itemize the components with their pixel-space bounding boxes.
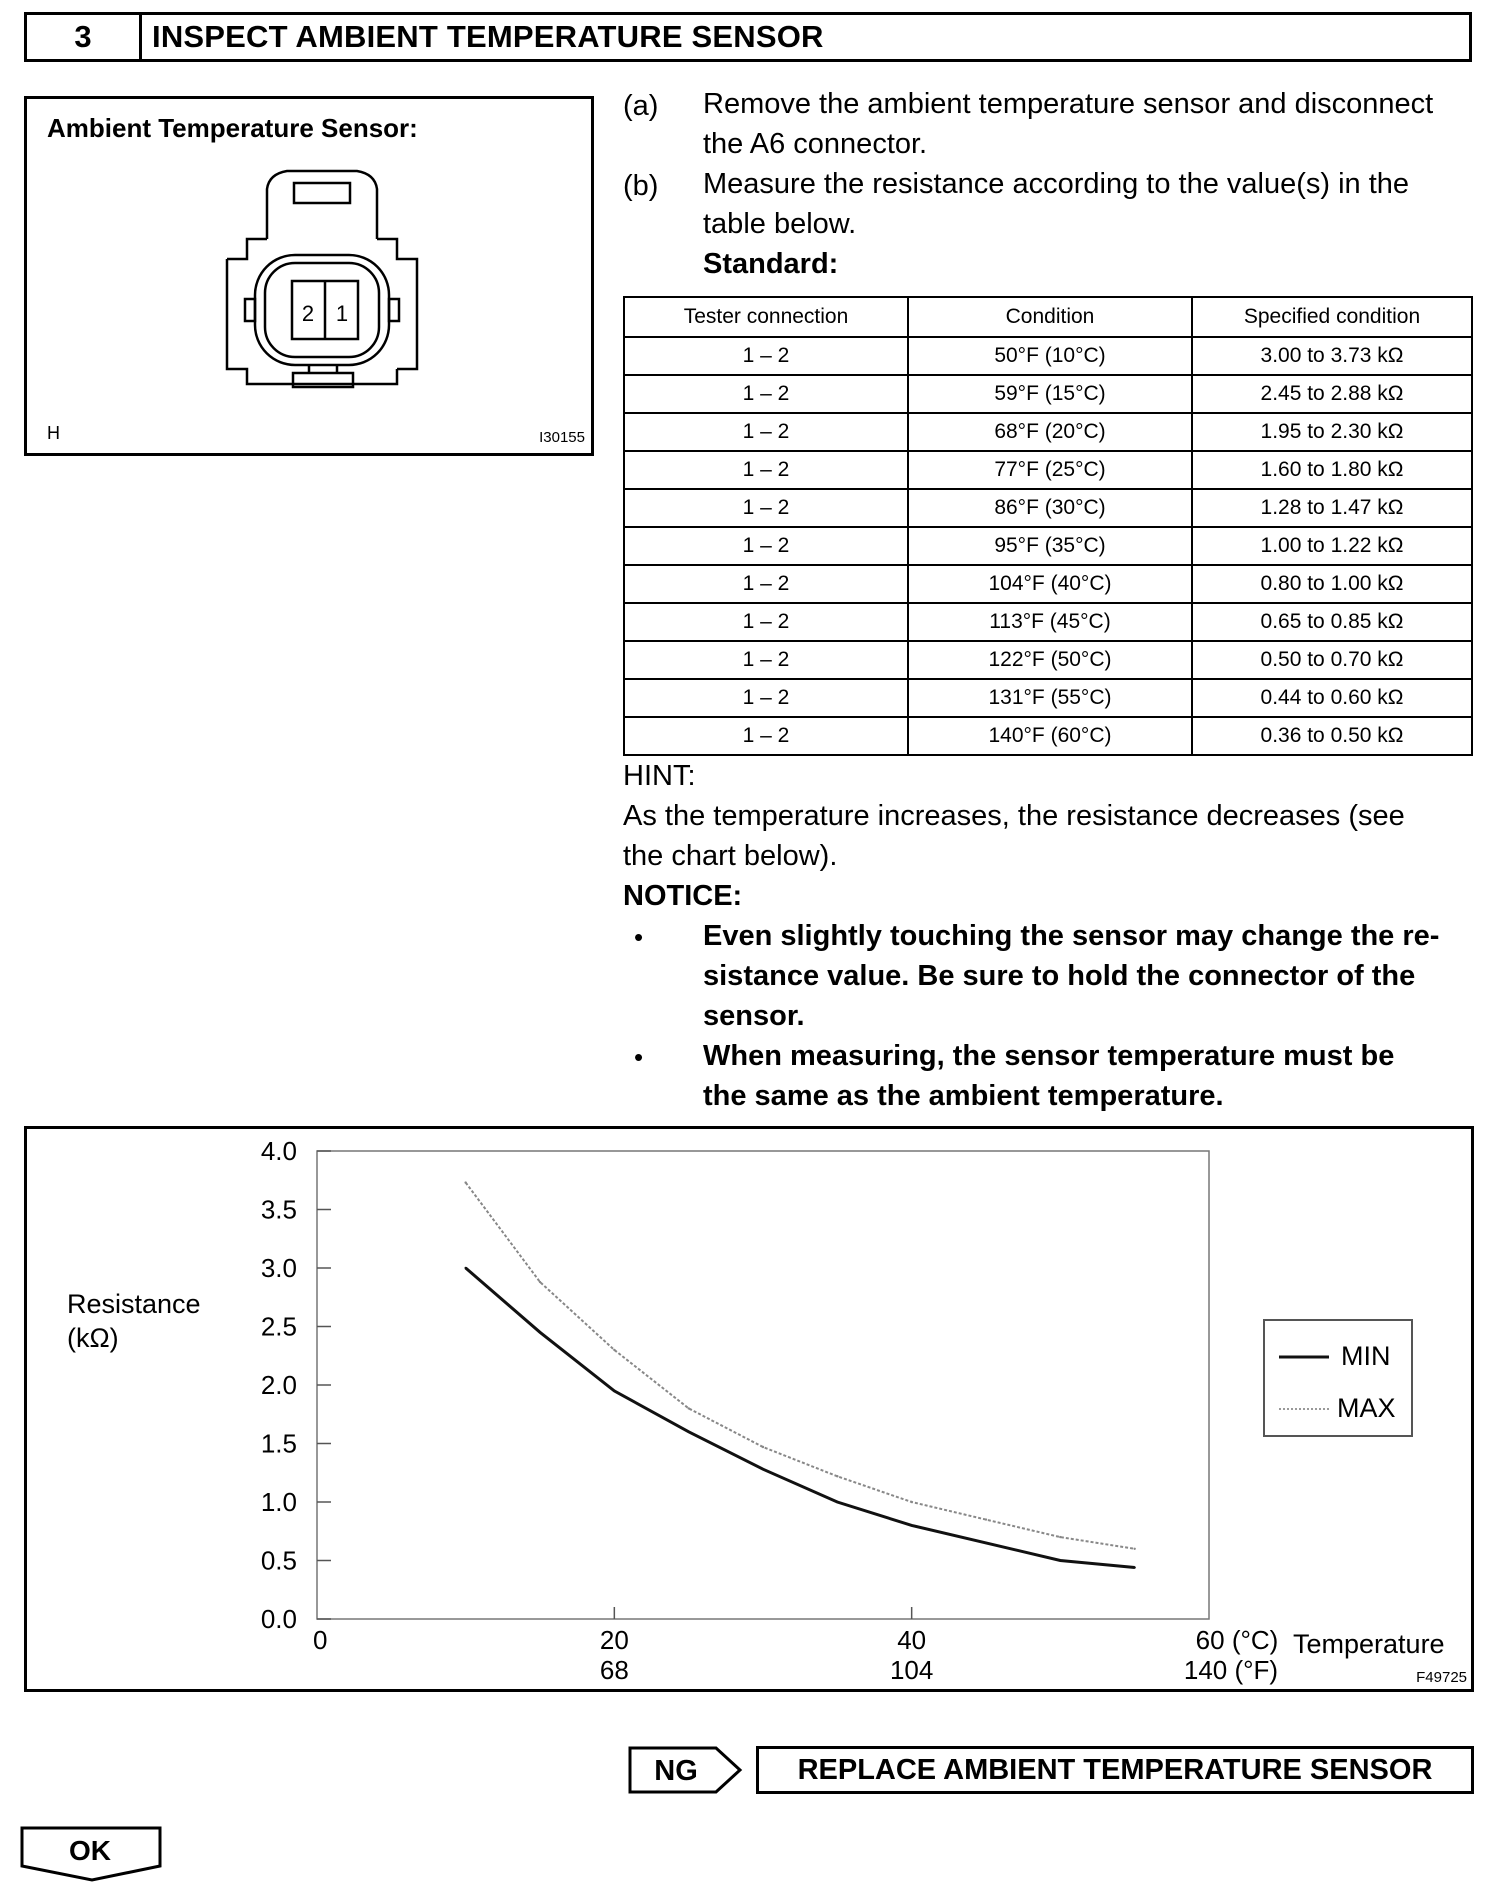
series-line-max: [466, 1183, 1135, 1549]
cell-spec: 3.00 to 3.73 kΩ: [1192, 337, 1472, 375]
legend-graphic: [1265, 1321, 1411, 1435]
notice-bullet-1-dot: •: [634, 922, 644, 952]
standard-label: Standard:: [703, 248, 839, 280]
chart-canvas: [27, 1129, 1471, 1689]
plot-frame: [317, 1151, 1209, 1619]
data-point-min: [910, 1524, 912, 1526]
cell-tester: 1 – 2: [624, 375, 908, 413]
data-point-max: [464, 1181, 466, 1183]
table-row: [624, 527, 1472, 565]
cell-condition: 77°F (25°C): [908, 451, 1192, 489]
legend-min-label: MIN: [1341, 1341, 1391, 1371]
table-row: [624, 375, 1472, 413]
data-point-min: [613, 1390, 615, 1392]
data-point-min: [539, 1331, 541, 1333]
y-tick-label: 3.0: [260, 1253, 297, 1283]
header-specified-condition: Specified condition: [1192, 297, 1472, 337]
cell-spec: 0.80 to 1.00 kΩ: [1192, 565, 1472, 603]
cell-tester: 1 – 2: [624, 679, 908, 717]
pin-1-label: 1: [335, 301, 349, 326]
y-axis-label-line1: Resistance: [67, 1289, 201, 1319]
y-tick-label: 1.0: [260, 1487, 297, 1517]
step-b-line2: table below.: [703, 208, 857, 240]
ng-indicator: [628, 1746, 746, 1794]
data-point-max: [1059, 1536, 1061, 1538]
table-row: [624, 489, 1472, 527]
cell-tester: 1 – 2: [624, 565, 908, 603]
cell-condition: 104°F (40°C): [908, 565, 1192, 603]
data-point-min: [464, 1267, 466, 1269]
figure-code: I30155: [539, 429, 585, 446]
table-row: [624, 717, 1472, 755]
ok-indicator: [20, 1826, 164, 1882]
x-tick-label-c: 20: [599, 1625, 629, 1655]
step-a-letter: (a): [623, 90, 659, 122]
cell-spec: 0.36 to 0.50 kΩ: [1192, 717, 1472, 755]
x-tick-label-c: 0: [313, 1625, 328, 1655]
cell-condition: 131°F (55°C): [908, 679, 1192, 717]
cell-condition: 59°F (15°C): [908, 375, 1192, 413]
data-point-min: [1133, 1566, 1135, 1568]
cell-tester: 1 – 2: [624, 413, 908, 451]
cell-tester: 1 – 2: [624, 451, 908, 489]
cell-tester: 1 – 2: [624, 337, 908, 375]
y-tick-label: 0.0: [260, 1604, 297, 1634]
step-header: [24, 12, 1472, 62]
step-b-letter: (b): [623, 170, 659, 202]
step-title: INSPECT AMBIENT TEMPERATURE SENSOR: [152, 19, 824, 54]
notice-bullet-2-line1: When measuring, the sensor temperature must be: [703, 1040, 1395, 1072]
x-tick-label-f: 104: [889, 1655, 934, 1685]
x-axis-label: Temperature: [1293, 1629, 1445, 1659]
ok-label: OK: [69, 1835, 111, 1866]
y-tick-label: 0.5: [260, 1545, 297, 1576]
header-condition: Condition: [908, 297, 1192, 337]
y-axis-label-line2: (kΩ): [67, 1323, 119, 1353]
ng-label: NG: [654, 1755, 698, 1787]
table-row: [624, 679, 1472, 717]
series-line-min: [466, 1268, 1135, 1568]
cell-tester: 1 – 2: [624, 603, 908, 641]
cell-condition: 50°F (10°C): [908, 337, 1192, 375]
data-point-min: [687, 1431, 689, 1433]
notice-bullet-1-line1: Even slightly touching the sensor may change the re-: [703, 920, 1440, 952]
x-tick-label-f: 140 (°F): [1183, 1655, 1279, 1685]
data-point-min: [836, 1501, 838, 1503]
y-tick-label: 4.0: [260, 1136, 297, 1166]
chart-legend: [1263, 1319, 1413, 1437]
cell-condition: 68°F (20°C): [908, 413, 1192, 451]
hint-line1: As the temperature increases, the resistance decreases (see: [623, 800, 1405, 832]
hint-label: HINT:: [623, 760, 696, 792]
data-point-max: [539, 1281, 541, 1283]
cell-tester: 1 – 2: [624, 489, 908, 527]
y-tick-label: 1.5: [260, 1428, 297, 1459]
table-row: [624, 565, 1472, 603]
data-point-min: [762, 1468, 764, 1470]
cell-tester: 1 – 2: [624, 641, 908, 679]
data-point-min: [985, 1542, 987, 1544]
cell-spec: 1.60 to 1.80 kΩ: [1192, 451, 1472, 489]
y-tick-label: 2.5: [260, 1311, 297, 1342]
data-point-max: [762, 1446, 764, 1448]
cell-spec: 1.95 to 2.30 kΩ: [1192, 413, 1472, 451]
cell-condition: 86°F (30°C): [908, 489, 1192, 527]
table-row: [624, 413, 1472, 451]
figure-corner-label: H: [47, 423, 60, 443]
table-row: [624, 337, 1472, 375]
data-point-max: [687, 1407, 689, 1409]
y-tick-label: 3.5: [260, 1194, 297, 1225]
ng-action-box: REPLACE AMBIENT TEMPERATURE SENSOR: [756, 1746, 1474, 1794]
chart-code: F49725: [1416, 1669, 1467, 1686]
cell-tester: 1 – 2: [624, 717, 908, 755]
data-point-max: [985, 1518, 987, 1520]
resistance-chart: [24, 1126, 1474, 1692]
cell-spec: 1.28 to 1.47 kΩ: [1192, 489, 1472, 527]
cell-condition: 140°F (60°C): [908, 717, 1192, 755]
x-tick-label-c: 40: [897, 1625, 927, 1655]
table-row: [624, 641, 1472, 679]
hint-line2: the chart below).: [623, 840, 838, 872]
cell-spec: 0.44 to 0.60 kΩ: [1192, 679, 1472, 717]
pin-2-label: 2: [301, 301, 315, 326]
data-point-max: [836, 1475, 838, 1477]
table-row: [624, 603, 1472, 641]
cell-spec: 0.65 to 0.85 kΩ: [1192, 603, 1472, 641]
cell-condition: 113°F (45°C): [908, 603, 1192, 641]
notice-bullet-1-line3: sensor.: [703, 1000, 805, 1032]
data-point-max: [1133, 1548, 1135, 1550]
step-a-line2: the A6 connector.: [703, 128, 928, 160]
step-b-line1: Measure the resistance according to the value(s) in the: [703, 168, 1410, 200]
notice-bullet-2-dot: •: [634, 1042, 644, 1072]
connector-figure: [24, 96, 594, 456]
notice-label: NOTICE:: [623, 880, 743, 912]
header-tester-connection: Tester connection: [624, 297, 908, 337]
x-tick-label-c: 60 (°C): [1195, 1625, 1279, 1655]
cell-condition: 95°F (35°C): [908, 527, 1192, 565]
data-point-min: [1059, 1559, 1061, 1561]
notice-bullet-2-line2: the same as the ambient temperature.: [703, 1080, 1224, 1112]
cell-tester: 1 – 2: [624, 527, 908, 565]
cell-spec: 1.00 to 1.22 kΩ: [1192, 527, 1472, 565]
step-number: 3: [27, 15, 142, 59]
notice-bullet-1-line2: sistance value. Be sure to hold the connector of the: [703, 960, 1416, 992]
data-point-max: [613, 1349, 615, 1351]
cell-spec: 2.45 to 2.88 kΩ: [1192, 375, 1472, 413]
figure-title: Ambient Temperature Sensor:: [47, 113, 418, 143]
cell-spec: 0.50 to 0.70 kΩ: [1192, 641, 1472, 679]
data-point-max: [910, 1501, 912, 1503]
cell-condition: 122°F (50°C): [908, 641, 1192, 679]
connector-diagram: [197, 159, 437, 389]
spec-table: [623, 296, 1473, 756]
legend-max-label: MAX: [1337, 1393, 1396, 1423]
table-row: [624, 451, 1472, 489]
y-tick-label: 2.0: [260, 1370, 297, 1400]
step-a-line1: Remove the ambient temperature sensor and disconnect: [703, 88, 1434, 120]
table-header-row: [624, 297, 1472, 337]
x-tick-label-f: 68: [599, 1655, 629, 1685]
